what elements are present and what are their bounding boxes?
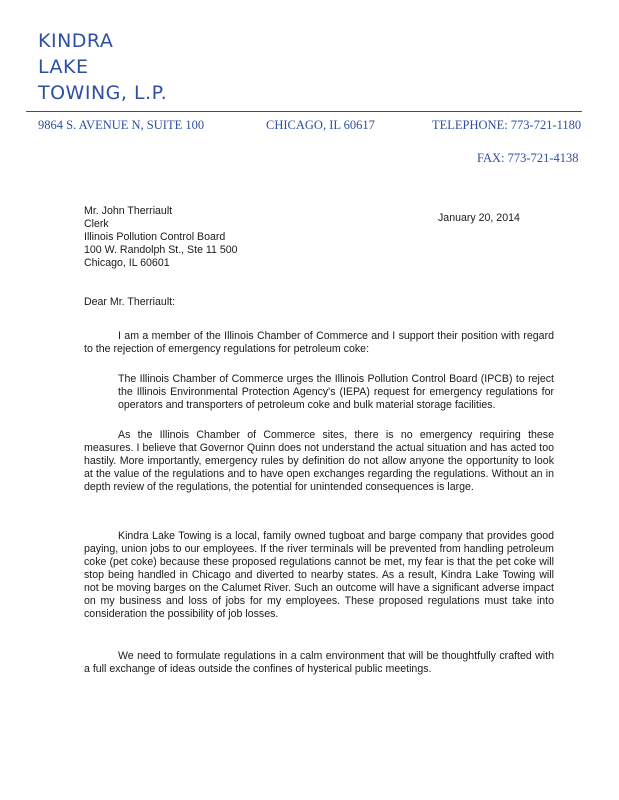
letterhead-telephone: TELEPHONE: 773-721-1180 xyxy=(432,118,582,132)
recipient-city: Chicago, IL 60601 xyxy=(84,257,170,269)
logo-line-2: LAKE xyxy=(38,56,89,78)
letterhead-street: 9864 S. AVENUE N, SUITE 100 xyxy=(38,118,205,132)
letterhead-city: CHICAGO, IL 60617 xyxy=(266,118,375,132)
paragraph-4: We need to formulate regulations in a calm environment that will be thoughtfully crafted with a full exchange of ideas outside the confines of hysterical public meetings. xyxy=(84,650,554,675)
recipient-organization: Illinois Pollution Control Board xyxy=(84,231,226,243)
paragraph-2: As the Illinois Chamber of Commerce sites, there is no emergency requiring these measures. I believe that Governor Quinn does not understand the actual situation and has acted too hastily. More importantly, emergency rules by definition do not allow anyone the opportunity to look at the value of the regulations and to have open exchanges regarding the regulations. Without an in depth review of the regulations, the potential for unintended consequences is large. xyxy=(84,429,554,493)
letter-date: January 20, 2014 xyxy=(438,212,520,224)
letterhead-fax: FAX: 773-721-4138 xyxy=(477,151,579,165)
paragraph-3: Kindra Lake Towing is a local, family owned tugboat and barge company that provides good paying, union jobs to our employees. If the river terminals will be prevented from handling petroleum coke (pet coke) because these proposed regulations cannot be met, my fear is that the pet coke will stop being handled in Chicago and diverted to nearby states. As a result, Kindra Lake Towing will not be moving barges on the Calumet River. Such an outcome will have a significant adverse impact on my business and loss of jobs for my employees. These proposed regulations must take into consideration the possibility of job losses. xyxy=(84,530,554,620)
recipient-block xyxy=(84,205,238,270)
logo-line-1: KINDRA xyxy=(38,30,114,52)
recipient-title: Clerk xyxy=(84,218,109,230)
recipient-name: Mr. John Therriault xyxy=(84,205,173,217)
quoted-statement: The Illinois Chamber of Commerce urges the Illinois Pollution Control Board (IPCB) to reject the Illinois Environmental Protection Agency's (IEPA) request for emergency regulations for operators and transporters of petroleum coke and bulk material storage facilities. xyxy=(118,373,554,411)
paragraph-1: I am a member of the Illinois Chamber of Commerce and I support their position with regard to the rejection of emergency regulations for petroleum coke: xyxy=(84,330,554,355)
letterhead-divider xyxy=(26,111,582,112)
salutation: Dear Mr. Therriault: xyxy=(84,296,176,308)
logo-line-3: TOWING, L.P. xyxy=(38,82,168,104)
recipient-street: 100 W. Randolph St., Ste 11 500 xyxy=(84,244,238,256)
company-logo xyxy=(38,28,167,106)
